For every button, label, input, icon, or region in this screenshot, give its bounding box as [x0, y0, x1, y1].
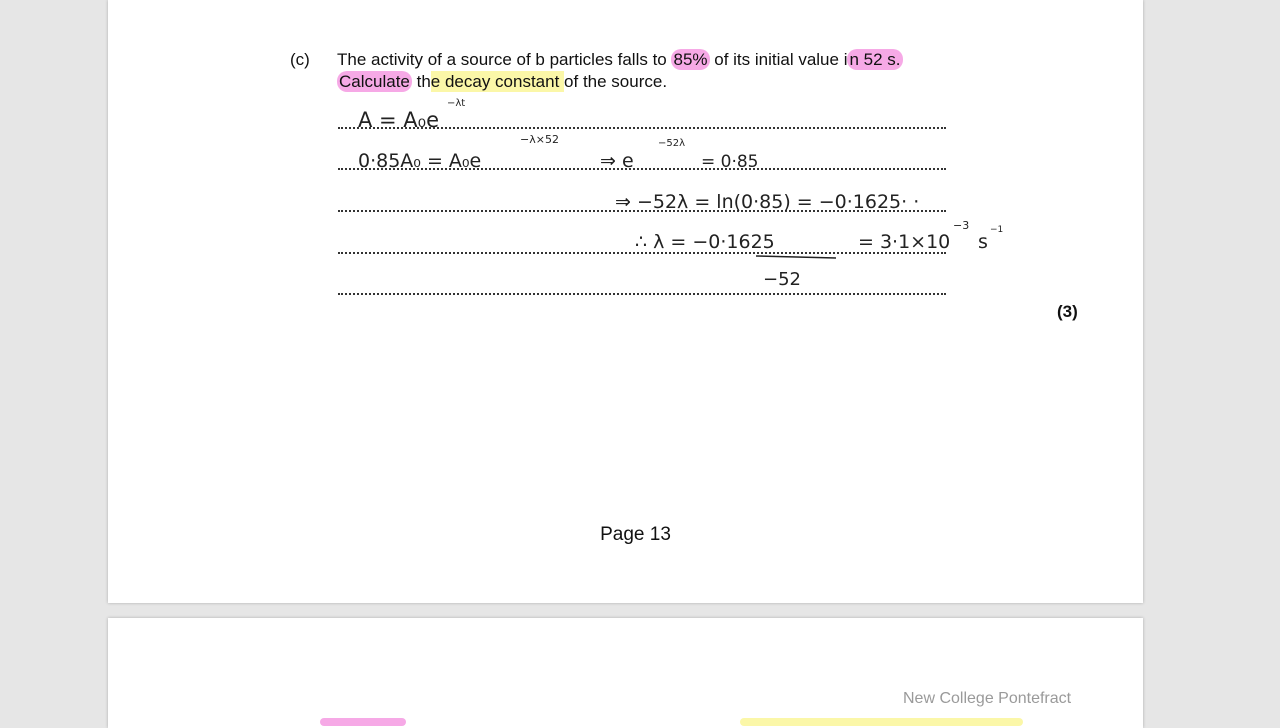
working-line-4: ∴ λ = −0·1625	[635, 231, 775, 253]
watermark: New College Pontefract	[903, 690, 1072, 707]
question-text: of the source.	[564, 72, 668, 91]
fraction-bar	[756, 256, 836, 258]
working-exponent: −λt	[447, 98, 466, 109]
working-line-3: ⇒ −52λ = ln(0·85) = −0·1625· ·	[615, 191, 920, 213]
handwritten-working	[108, 0, 1143, 603]
page-number: Page 13	[600, 524, 671, 545]
document-page	[108, 0, 1143, 603]
question-text: of its initial value i	[709, 50, 848, 69]
working-line-5: −52	[763, 269, 801, 290]
working-line-2c: = 0·85	[701, 152, 759, 172]
highlight-fragment	[320, 718, 406, 726]
working-exponent: −3	[953, 219, 970, 232]
question-text: The activity of a source of b particles falls to	[337, 50, 672, 69]
working-line-2b: ⇒ e	[600, 150, 634, 172]
document-page-next	[108, 618, 1143, 728]
working-unit: s	[978, 231, 988, 253]
working-line-1: A = A₀e	[358, 108, 440, 132]
working-exponent: −λ×52	[520, 133, 559, 146]
marks-label: (3)	[1057, 302, 1078, 321]
highlight-percentage: 85%	[673, 50, 708, 69]
question-label: (c)	[290, 50, 310, 69]
highlight-decay-constant: e decay constant	[430, 72, 565, 91]
working-exponent: −52λ	[658, 138, 686, 149]
question-text: th	[411, 72, 431, 91]
highlight-time: n 52 s.	[849, 50, 901, 69]
working-exponent: −1	[990, 225, 1004, 235]
highlight-calculate: Calculate	[339, 72, 410, 91]
working-line-2: 0·85A₀ = A₀e	[358, 150, 482, 172]
highlight-fragment	[740, 718, 1023, 726]
working-line-4b: = 3·1×10	[858, 231, 951, 253]
